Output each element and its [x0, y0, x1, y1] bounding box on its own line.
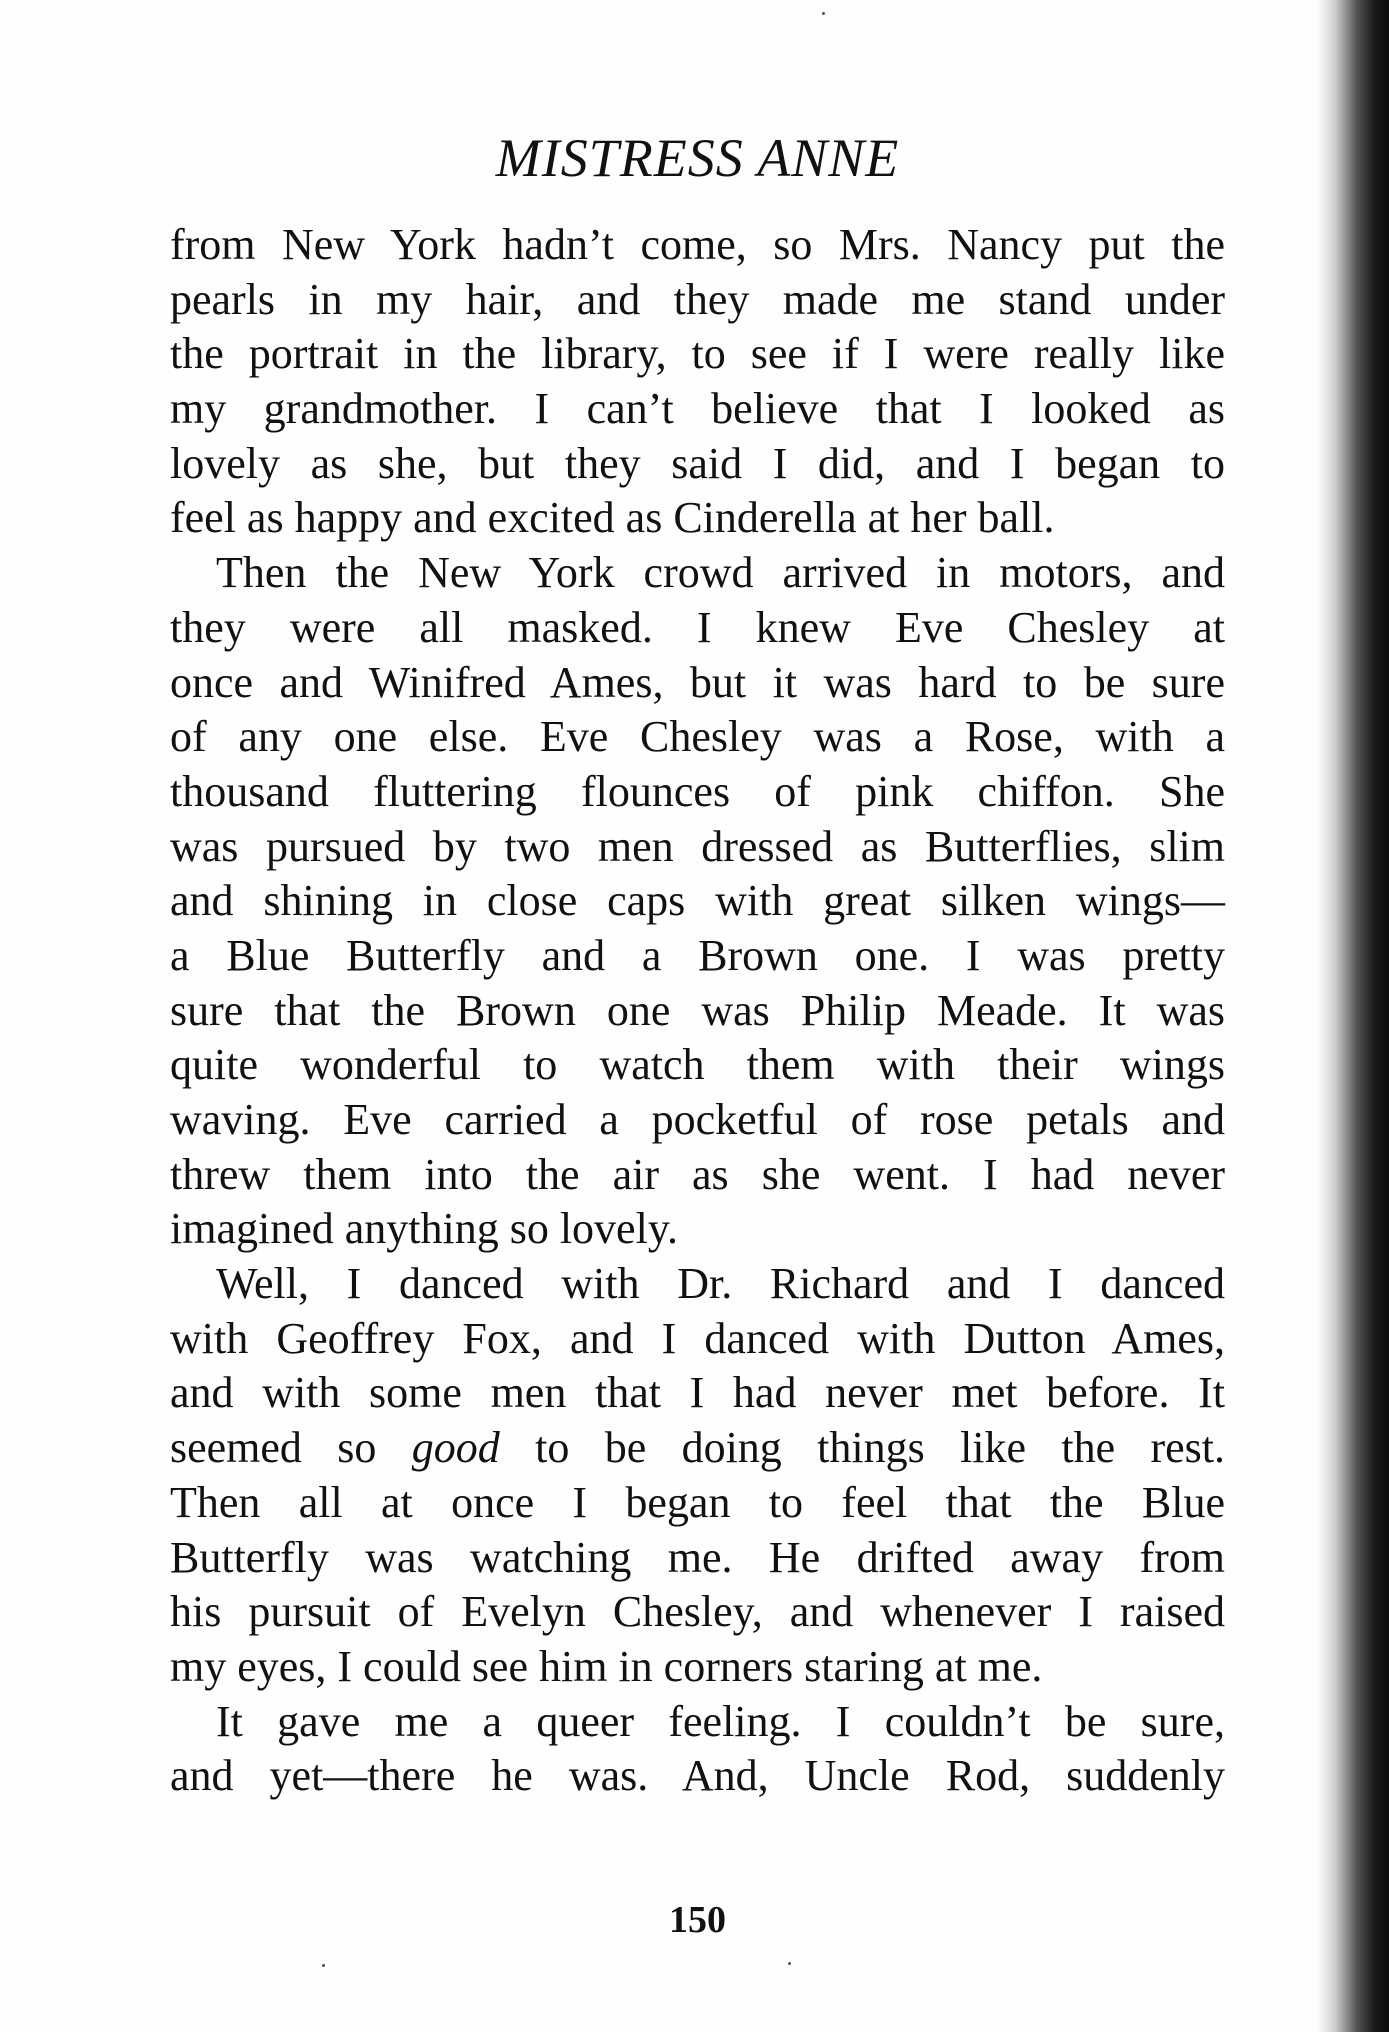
running-head: MISTRESS ANNE — [495, 128, 900, 188]
paragraph-start-line: Then the New York crowd arrived in motors, and — [216, 548, 1225, 598]
text-line: was pursued by two men dressed as Butterflies, slim — [170, 821, 1225, 871]
text-line: my grandmother. I can’t believe that I looked as — [170, 384, 1225, 434]
text-line: with Geoffrey Fox, and I danced with Dutton Ames, — [170, 1313, 1225, 1363]
text-line: lovely as she, but they said I did, and I began to — [170, 438, 1225, 488]
text-line: and shining in close caps with great silken wings— — [170, 876, 1225, 926]
text-line: threw them into the air as she went. I had never — [170, 1149, 1225, 1199]
text-line: a Blue Butterfly and a Brown one. I was pretty — [170, 930, 1225, 980]
line-segment: seemed so — [170, 1423, 377, 1473]
text-line: waving. Eve carried a pocketful of rose petals and — [170, 1095, 1225, 1144]
text-line: Butterfly was watching me. He drifted away from — [170, 1532, 1225, 1582]
text-line: Then all at once I began to feel that the Blue — [170, 1477, 1225, 1527]
text-line: and yet—there he was. And, Uncle Rod, suddenly — [170, 1751, 1225, 1801]
text-line: thousand fluttering flounces of pink chiffon. She — [170, 766, 1225, 816]
text-line: imagined anything so lovely. — [170, 1204, 678, 1254]
text-line: sure that the Brown one was Philip Meade. It was — [170, 985, 1225, 1035]
emphasized-word: good — [411, 1423, 500, 1473]
text-line: of any one else. Eve Chesley was a Rose, with a — [170, 712, 1225, 762]
line-segment: to be doing things like the rest. — [535, 1423, 1226, 1473]
print-speck — [822, 12, 825, 15]
text-line: feel as happy and excited as Cinderella at her ball. — [170, 493, 1055, 543]
body-text — [170, 218, 1225, 1804]
text-line-with-emphasis — [170, 1421, 1225, 1476]
print-speck — [788, 1962, 791, 1965]
text-line: his pursuit of Evelyn Chesley, and whenever I raised — [170, 1587, 1225, 1637]
text-line: once and Winifred Ames, but it was hard to be sure — [170, 657, 1225, 707]
paragraph-start-line: It gave me a queer feeling. I couldn’t be sure, — [216, 1696, 1225, 1746]
binding-shadow — [1317, 0, 1389, 2032]
text-line: my eyes, I could see him in corners staring at me. — [170, 1641, 1043, 1691]
text-line: and with some men that I had never met before. It — [170, 1368, 1225, 1418]
print-speck — [322, 1964, 325, 1967]
text-line: from New York hadn’t come, so Mrs. Nancy put the — [170, 220, 1225, 269]
text-line: the portrait in the library, to see if I were really like — [170, 329, 1225, 379]
text-line: they were all masked. I knew Eve Chesley at — [170, 602, 1225, 652]
text-line: pearls in my hair, and they made me stand under — [170, 274, 1225, 324]
page-number: 150 — [669, 1899, 726, 1941]
paragraph-start-line: Well, I danced with Dr. Richard and I danced — [216, 1259, 1225, 1309]
text-line: quite wonderful to watch them with their wings — [170, 1040, 1225, 1090]
